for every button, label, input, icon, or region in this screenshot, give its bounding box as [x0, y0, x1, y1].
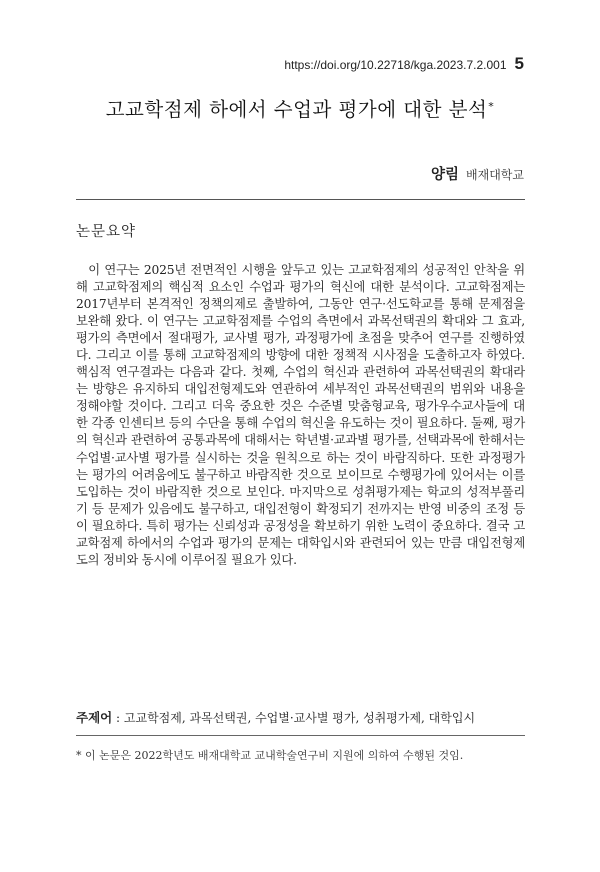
running-header	[284, 54, 524, 74]
paper-title-text: 고교학점제 하에서 수업과 평가에 대한 분석	[105, 98, 488, 121]
paper-title	[0, 94, 600, 122]
header-divider	[76, 199, 525, 200]
doi-link[interactable]: https://doi.org/10.22718/kga.2023.7.2.001	[284, 58, 507, 72]
abstract-heading: 논문요약	[76, 224, 137, 240]
keywords-label: 주제어	[76, 710, 113, 725]
footnote: * 이 논문은 2022학년도 배재대학교 교내학술연구비 지원에 의하여 수행된 것임.	[76, 749, 464, 762]
page-number: 5	[514, 54, 524, 73]
author-name: 양림	[431, 167, 460, 183]
author-affiliation: 배재대학교	[466, 168, 524, 182]
keywords-line	[76, 708, 536, 726]
title-footnote-mark: *	[488, 100, 495, 113]
keywords-list: 고교학점제, 과목선택권, 수업별·교사별 평가, 성취평가제, 대학입시	[123, 711, 476, 725]
abstract-body: 이 연구는 2025년 전면적인 시행을 앞두고 있는 고교학점제의 성공적인 안착을 위해 고교학점제의 핵심적 요소인 수업과 평가의 혁신에 대한 분석이다. 고교학점제는 2017년부터 본격적인 정책의제로 출발하여, 그동안 연구·선도학교를 통해 문제점을 보완해 왔다. 이 연구는 고교학점제를 수업의 측면에서 과목선택권의 확대와 그 효과, 평가의 측면에서 절대평가, 교사별 평가, 과정평가에 초점을 맞추어 연구를 진행하였다. 그리고 이를 통해 고교학점제의 방향에 대한 정책적 시사점을 도출하고자 하였다. 핵심적 연구결과는 다음과 같다. 첫째, 수업의 혁신과 관련하여 과목선택권의 확대라는 방향은 유지하되 대입전형제도와 연관하여 세부적인 과목선택권의 범위와 내용을 정해야할 것이다. 그리고 더욱 중요한 것은 수준별 맞춤형교육, 평가우수교사들에 대한 각종 인센티브 등의 수단을 통해 수업의 혁신을 유도하는 것이 필요하다. 둘째, 평가의 혁신과 관련하여 공통과목에 대해서는 학년별·교과별 평가를, 선택과목에 한해서는 수업별·교사별 평가를 실시하는 것을 원칙으로 하는 것이 바람직하다. 또한 과정평가는 평가의 어려움에도 불구하고 바람직한 것으로 보이므로 수행평가에 있어서는 이를 도입하는 것이 바람직한 것으로 보인다. 마지막으로 성취평가제는 학교의 성적부풀리기 등 문제가 있음에도 불구하고, 대입전형이 확정되기 전까지는 반영 비중의 조정 등이 필요하다. 특히 평가는 신뢰성과 공정성을 확보하기 위한 노력이 중요하다. 결국 고교학점제 하에서의 수업과 평가의 문제는 대학입시와 관련되어 있는 만큼 대입전형제도의 정비와 동시에 이루어질 필요가 있다.	[76, 263, 526, 567]
author-line	[431, 163, 524, 184]
keywords-separator: :	[112, 711, 124, 725]
footnote-divider	[76, 735, 525, 736]
